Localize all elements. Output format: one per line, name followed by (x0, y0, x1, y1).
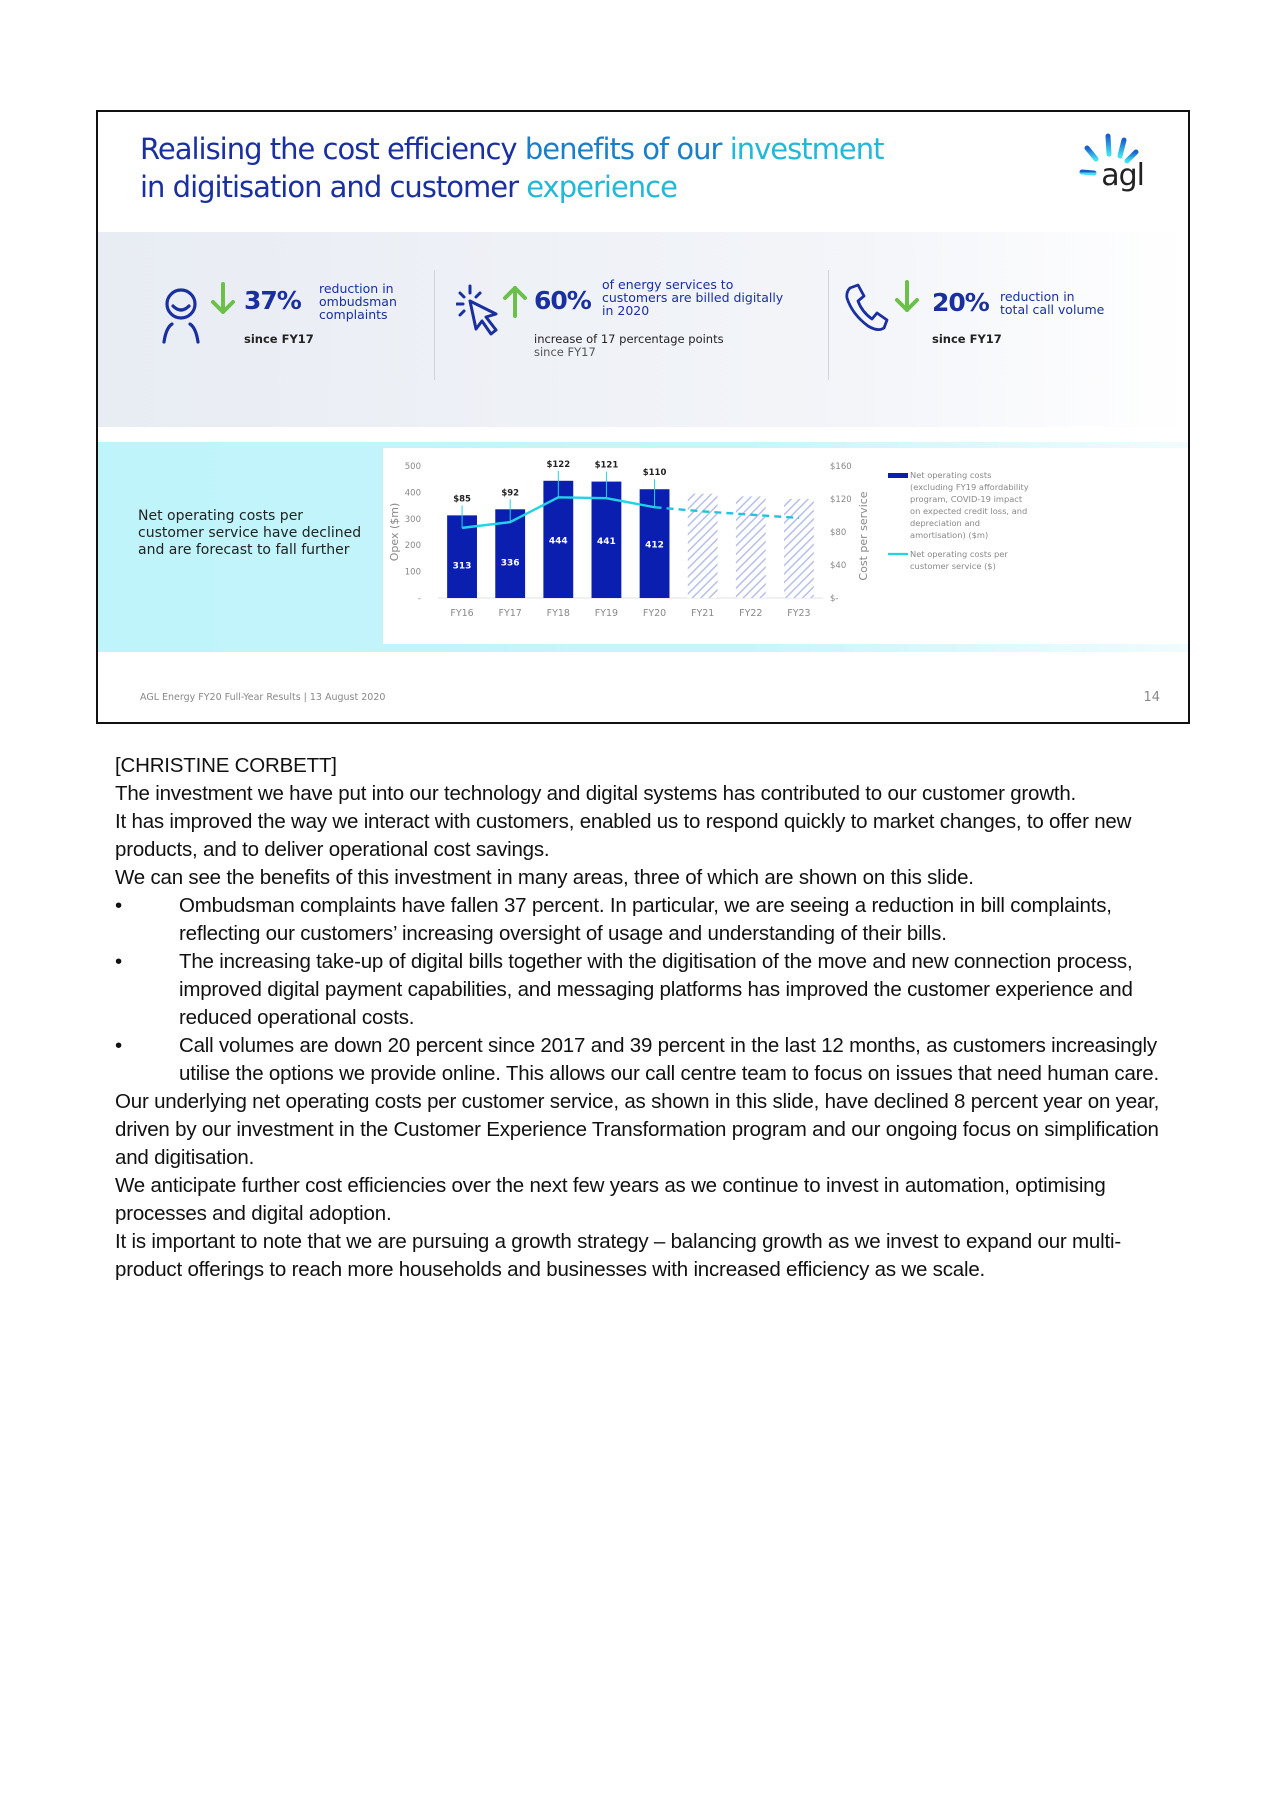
transcript (115, 752, 1185, 1284)
stat-digital-billing (434, 232, 828, 427)
bar-value-label: 412 (645, 540, 664, 551)
line-value-label: $121 (594, 460, 619, 471)
y2-tick-label: $160 (830, 462, 852, 472)
description-line: reduction in (1000, 289, 1075, 304)
y-tick-label: 300 (404, 514, 421, 525)
paragraph: We can see the benefits of this investment in many areas, three of which are shown on this slide. (115, 866, 974, 889)
legend-label: customer service ($) (910, 561, 996, 571)
line-series-forecast (655, 507, 799, 518)
description-line: reduction in (319, 281, 394, 296)
legend-label: depreciation and (910, 518, 981, 528)
x-tick-label: FY23 (787, 608, 811, 619)
stat-value: 37% (244, 286, 301, 315)
forecast-bar (736, 496, 766, 598)
chart-caption: Net operating costs per customer service have declined and are forecast to fall further (138, 508, 362, 558)
x-tick-label: FY16 (450, 608, 474, 619)
y2-tick-label: $80 (830, 528, 847, 538)
bullet-dot: • (115, 894, 122, 917)
legend-label: (excluding FY19 affordability (910, 482, 1029, 492)
forecast-bar (784, 499, 814, 598)
bar-value-label: 313 (452, 561, 472, 572)
cursor-click-icon (456, 284, 506, 338)
line-value-label: $85 (453, 494, 471, 505)
x-tick-label: FY18 (546, 608, 570, 619)
logo-text: agl (1101, 158, 1144, 193)
paragraph: The investment we have put into our technology and digital systems has contributed to our customer growth. (115, 782, 1077, 805)
legend-label: amortisation) ($m) (910, 530, 989, 540)
title-segment: investment (729, 132, 884, 166)
bar-value-label: 444 (548, 536, 568, 547)
legend-label: program, COVID-19 impact (910, 494, 1023, 504)
bullet-item (115, 948, 1185, 1032)
description-line: customers are billed digitally (602, 290, 784, 305)
x-tick-label: FY21 (691, 608, 715, 619)
line-value-label: $122 (546, 459, 571, 470)
x-tick-label: FY17 (498, 608, 522, 619)
y-tick-label: 500 (404, 462, 421, 472)
title-segment: in digitisation and customer (140, 170, 527, 204)
stat-description (319, 282, 397, 321)
speaker-name: [CHRISTINE CORBETT] (115, 754, 337, 777)
bullet-dot: • (115, 1034, 122, 1057)
chart-panel (383, 448, 1188, 644)
y2-tick-label: $120 (830, 495, 852, 505)
title-segment: Realising the cost efficiency (140, 132, 525, 166)
y2-tick-label: $40 (830, 561, 847, 571)
y-tick-label: 100 (404, 567, 421, 578)
stat-description (602, 278, 783, 317)
slide-footer: AGL Energy FY20 Full-Year Results | 13 August 2020 (140, 692, 386, 703)
line-value-label: $110 (642, 468, 667, 479)
title-segment: experience (526, 170, 677, 204)
legend-bar-marker (888, 473, 908, 478)
x-tick-label: FY22 (739, 608, 763, 619)
legend-label: Net operating costs (910, 470, 992, 480)
legend-label: Net operating costs per (910, 549, 1008, 559)
line-value-label: $92 (501, 488, 520, 499)
x-tick-label: FY19 (594, 608, 619, 619)
stat-sub2: since FY17 (534, 345, 596, 359)
slide-title (140, 130, 1020, 206)
bullet-text: Ombudsman complaints have fallen 37 percent. In particular, we are seeing a reduction in bill complaints, reflecting our customers’ increasing oversight of usage and understanding of their bills. (179, 894, 1112, 945)
opex-chart (383, 448, 1188, 644)
bullet-dot: • (115, 950, 122, 973)
person-smile-icon (158, 284, 208, 346)
legend-label: on expected credit loss, and (910, 506, 1028, 516)
paragraph: Our underlying net operating costs per customer service, as shown in this slide, have declined 8 percent year on year, driven by our investment in the Customer Experience Transformation program and our ongoing focus on simplification and digitisation. (115, 1090, 1160, 1169)
paragraph: It is important to note that we are pursuing a growth strategy – balancing growth as we invest to expand our multi-product offerings to reach more households and businesses with increased efficiency as we scale. (115, 1230, 1121, 1281)
bar-value-label: 441 (597, 536, 616, 547)
stat-sub: since FY17 (244, 332, 314, 346)
description-line: total call volume (1000, 302, 1105, 317)
description-line: in 2020 (602, 303, 650, 318)
description-line: ombudsman (319, 294, 397, 309)
y-tick-label: 400 (404, 488, 421, 499)
x-tick-label: FY20 (642, 608, 667, 619)
bullet-text: The increasing take-up of digital bills together with the digitisation of the move and new connection process, improved digital payment capabilities, and messaging platforms has improved the customer experience and reduced operational costs. (179, 950, 1133, 1029)
y-axis-label: Opex ($m) (388, 502, 401, 562)
stat-value: 60% (534, 286, 591, 315)
bullet-item (115, 892, 1185, 948)
stats-band (98, 232, 1188, 427)
stat-value: 20% (932, 288, 989, 317)
y-tick-label: 200 (404, 541, 421, 552)
description-line: of energy services to (602, 277, 734, 292)
title-segment: benefits of our (524, 132, 730, 166)
bullet-item (115, 1032, 1185, 1088)
chart-band (98, 442, 1188, 652)
stat-sub: increase of 17 percentage points (534, 332, 724, 346)
y2-axis-label: Cost per service (857, 491, 870, 581)
bullet-text: Call volumes are down 20 percent since 2017 and 39 percent in the last 12 months, as customers increasingly utilise the options we provide online. This allows our call centre team to focus on issues that need human care. (179, 1034, 1159, 1085)
y2-tick-label: $- (830, 594, 839, 604)
arrow-down-icon (894, 280, 920, 314)
stat-call-volume (828, 232, 1190, 427)
stat-ombudsman (98, 232, 428, 427)
page-number: 14 (1143, 690, 1160, 705)
y-tick-label: - (417, 594, 421, 604)
slide (96, 110, 1190, 724)
bar-value-label: 336 (500, 558, 520, 569)
description-line: complaints (319, 307, 388, 322)
stat-description (1000, 290, 1104, 316)
paragraph: We anticipate further cost efficiencies over the next few years as we continue to invest in automation, optimising processes and digital adoption. (115, 1174, 1106, 1225)
phone-icon (844, 282, 890, 332)
arrow-up-icon (502, 284, 528, 318)
stat-sub: since FY17 (932, 332, 1002, 346)
paragraph: It has improved the way we interact with customers, enabled us to respond quickly to market changes, to offer new products, and to deliver operational cost savings. (115, 810, 1132, 861)
arrow-down-icon (210, 282, 236, 316)
